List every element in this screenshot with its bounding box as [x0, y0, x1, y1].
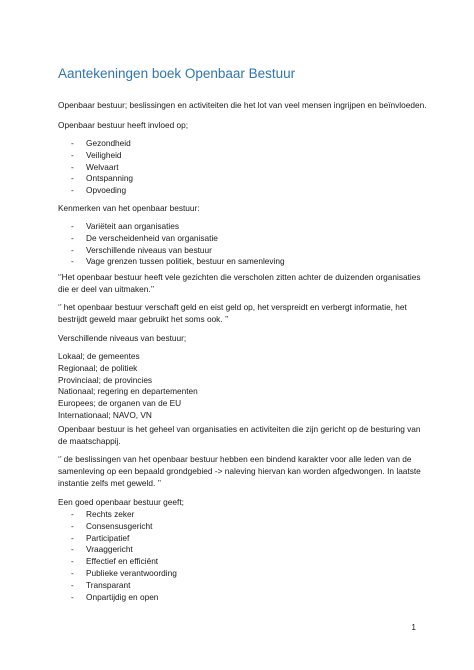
text-line: ‘’Het openbaar bestuur heeft vele gezichten die verscholen zitten achter de duizenden organisaties	[58, 272, 421, 282]
quote-paragraph-1	[58, 272, 421, 296]
text-line: ‘’ de beslissingen van het openbaar bestuur hebben een bindend karakter voor alle leden van de	[58, 454, 412, 464]
features-heading: Kenmerken van het openbaar bestuur:	[58, 203, 200, 213]
list-item: Lokaal; de gemeentes	[58, 351, 140, 361]
good-governance-heading: Een goed openbaar bestuur geeft;	[58, 497, 184, 507]
levels-heading: Verschillende niveaus van bestuur;	[58, 333, 187, 343]
page-number: 1	[411, 622, 416, 632]
text-line: Openbaar bestuur is het geheel van organisaties en activiteiten die zijn gericht op de besturing van	[58, 424, 421, 434]
text-line: samenleving op een bepaald grondgebied -> naleving hiervan kan worden afgedwongen. In laatste	[58, 465, 421, 476]
list-item: Internationaal; NAVO, VN	[58, 409, 152, 420]
definition-paragraph-2	[58, 424, 421, 448]
influence-heading: Openbaar bestuur heeft invloed op;	[58, 120, 189, 130]
list-item: Regionaal; de politiek	[58, 362, 138, 373]
text-line: instantie zelfs met geweld. ’’	[58, 477, 162, 488]
definition-text: Openbaar bestuur; beslissingen en activiteiten die het lot van veel mensen ingrijpen en beïnvloeden.	[58, 100, 427, 110]
list-item: Provinciaal; de provincies	[58, 374, 153, 385]
quote-paragraph-3	[58, 454, 421, 489]
text-line: die er deel van uitmaken.’’	[58, 283, 155, 294]
document-title: Aantekeningen boek Openbaar Bestuur	[58, 66, 296, 81]
document-page: Aantekeningen boek Openbaar Bestuur Openbaar bestuur; beslissingen en activiteiten die het lot van veel mensen ingrijpen en beïnvloeden. Openbaar bestuur heeft invloed op; - Gezondheid - Veiligheid - Welvaart - Ontspanning - Opvoeding Kenmerken van het openbaar bestuur: - Variëteit aan organisaties - De verscheidenheid van organisatie - Verschillende niveaus van bestuur - Vage grenzen tussen politiek, bestuur en samenleving ‘’Het openbaar bestuur heeft vele gezichten die verscholen zitten achter de duizenden organisaties die er deel van uitmaken.’’ ‘’ het openbaar bestuur verschaft geld en eist geld op, het verspreidt en verbergt informatie, het bestrijdt geweld maar gebruikt het soms ook. ’’ Verschillende niveaus van bestuur; Lokaal; de gemeentes Regionaal; de politiek Provinciaal; de provincies Nationaal; regering en departementen Europees; de organen van de EU Internationaal; NAVO, VN Openbaar bestuur is het geheel van organisaties en activiteiten die zijn gericht op de besturing van de maatschappij. ‘’ de beslissingen van het openbaar bestuur hebben een bindend karakter voor alle leden van de samenleving op een bepaald grondgebied -> naleving hiervan kan worden afgedwongen. In laatste instantie zelfs met geweld. ’’ Een goed openbaar bestuur geeft; - Rechts zeker - Consensusgericht - Participatief - Vraaggericht - Effectief en efficiënt - Publieke verantwoording - Transparant - Onpartijdig en open 1	[58, 66, 427, 632]
quote-paragraph-2	[58, 302, 407, 326]
list-item: Europees; de organen van de EU	[58, 398, 182, 409]
text-line: de maatschappij.	[58, 435, 121, 446]
levels-list	[58, 351, 198, 422]
list-item: Nationaal; regering en departementen	[58, 386, 198, 397]
text-line: ‘’ het openbaar bestuur verschaft geld en eist geld op, het verspreidt en verbergt informatie, het	[58, 302, 407, 312]
text-line: bestrijdt geweld maar gebruikt het soms ook. ’’	[58, 313, 229, 324]
